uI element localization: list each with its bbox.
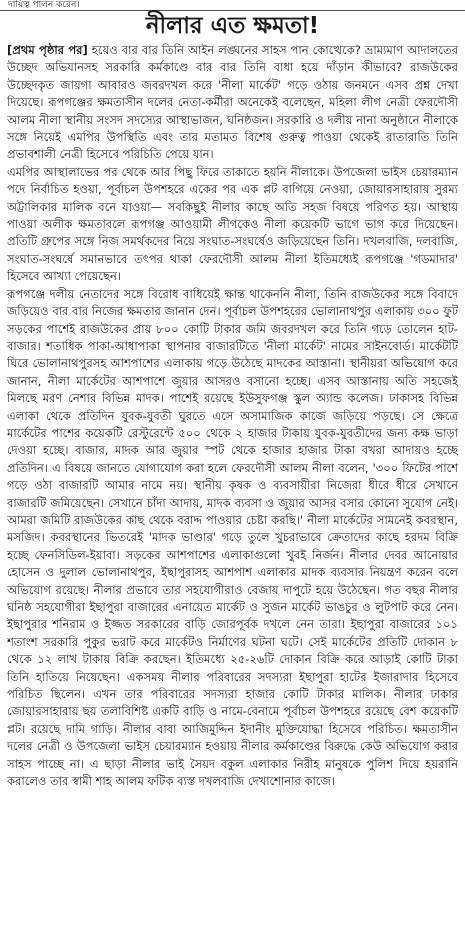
article-body [7, 42, 458, 938]
divider-line [0, 10, 465, 11]
continuation-marker: [প্রথম পৃষ্ঠার পর] [7, 43, 88, 57]
headline: নীলার এত ক্ষমতা! [145, 13, 320, 39]
article-paragraph-1 [7, 42, 458, 164]
previous-article-snippet: দায়িত্ব পালন করেন। [8, 0, 80, 10]
paragraph-text: হয়েও বার বার তিনি আইন লঙ্ঘনের সাহস পান কোত্থেকে? ভ্রাম্যমাণ আদালতের উচ্ছেদ অভিযানসহ সরকারি কর্মকাণ্ডে বার বার তিনি বাধা হয়ে দাঁড়ান কীভাবে? রাজউকের উচ্ছেদকৃত জায়গা আবারও জবরদখল করে 'নীলা মার্কেট' গড়ে ওঠায় জনমনে এসব প্রশ্ন দেখা দিয়েছে। রূপগঞ্জের ক্ষমতাসীন দলের নেতা-কর্মীরা অনেকেই বলেছেন, মহিলা লীগ নেত্রী ফেরদৌসী আলম নীলা স্থানীয় সংসদ সদস্যের আস্থাভাজন, ঘনিষ্ঠজন। সরকারি ও দলীয় নানা অনুষ্ঠানে নীলাকে সঙ্গে নিয়েই এমপির উপস্থিতি এবং তার মতামত বিশেষ গুরুত্ব পাওয়া থেকেই রাতারাতি তিনি প্রভাবশালী নেত্রী হিসেবে পরিচিতি পেয়ে যান। [7, 43, 458, 162]
article-paragraph-2: এমপির আস্থালাভের পর থেকে আর পিছু ফিরে তাকাতে হয়নি নীলাকে। উপজেলা ভাইস চেয়ারম্যান পদে নির্বাচিত হওয়া, পূর্বাচল উপশহরে একের পর এক প্লট বাগিয়ে নেওয়া, জোয়ারসাহারায় সুরম্য অট্টালিকার মালিক বনে যাওয়া— সবকিছুই নীলার কাছে অতি সহজ বিষয়ে পরিণত হয়। আস্থায় পাওয়া অলীক ক্ষমতাবলে রূপগঞ্জ আওয়ামী লীগকেও নীলা কয়েকটি ভাগে ভাগ করে দিয়েছেন। প্রতিটি গ্রুপের সঙ্গে নিজ সমর্থকদের নিয়ে সংঘাত-সংঘর্ষেও জড়িয়েছেন তিনি। দখলবাজি, দলবাজি, সংঘাত-সংঘর্ষে সমানভাবে তৎপর থাকা ফেরদৌসী আলম নীলা ইতিমধ্যেই রূপগঞ্জে 'গডমাদার' হিসেবে আখ্যা পেয়েছেন। [7, 164, 458, 284]
article-paragraph-3: রূপগঞ্জে দলীয় নেতাদের সঙ্গে বিরোধ বাধিয়েই ক্ষান্ত থাকেননি নীলা, তিনি রাজউকের সঙ্গে বিবাদে জড়িয়েও বার বার নিজের ক্ষমতার জানান দেন। পূর্বাচল উপশহরের ভোলানাথপুর এলাকায় ৩০০ ফুট সড়কের পাশেই রাজউকের প্রায় ৮০০ কোটি টাকার জমি জবরদখল করে তিনি গড়ে তোলেন হাট-বাজার। শতাধিক পাকা-আধাপাকা স্থাপনার বাজারটিতে 'নীলা মার্কেট' নামের সাইনবোর্ড। মার্কেটটি ঘিরে ভোলানাথপুরসহ আশপাশের এলাকায় গড়ে উঠেছে মাদকের আস্তানা। স্থানীয়রা অভিযোগ করে জানান, নীলা মার্কেটের আশপাশে জুয়ার আসরও বসানো হচ্ছে। এসব আস্তানায় অতি সহজেই মিলছে মরণ নেশার বিভিন্ন মাদক। পাশেই রয়েছে ইউসুফগঞ্জ স্কুল অ্যান্ড কলেজ। ঢাকাসহ বিভিন্ন এলাকা থেকে প্রতিদিন যুবক-যুবতী ঘুরতে এসে অসামাজিক কাজে জড়িয়ে পড়ছে। সে ক্ষেত্রে মার্কেটের পাশের কয়েকটি রেস্টুরেন্টে ৫০০ থেকে ২ হাজার টাকায় যুবক-যুবতীদের জন্য কক্ষ ভাড়া দেওয়া হচ্ছে। বাজার, মাদক আর জুয়ার স্পট থেকে হাজার হাজার টাকা বখরা আদায়ও হচ্ছে প্রতিদিন। এ বিষয়ে জানতে যোগাযোগ করা হলে ফেরদৌসী আলম নীলা বলেন, '৩০০ ফিটের পাশে গড়ে ওঠা বাজারটি আমার নামে নয়। স্থানীয় কৃষক ও ব্যবসায়ীরা নিজেরা ধীরে ধীরে সেখানে বাজারটি জমিয়েছেন। সেখানে চাঁদা আদায়, মাদক ব্যবসা ও জুয়ার আসর বসার কোনো সুযোগ নেই। আমরা জমিটি রাজউকের কাছ থেকে বরাদ্দ পাওয়ার চেষ্টা করছি।' নীলা মার্কেটের সামনেই কবরস্থান, মসজিদ। কবরস্থানের ভিতরেই 'মাদক ভাণ্ডার' গড়ে তুলে খুচরাভাবে ক্রেতাদের কাছে হরদম বিক্রি হচ্ছে ফেনসিডিল-ইয়াবা। সড়কের আশপাশের এলাকাগুলো খুবই নির্জন। নীলার দেবর আনোয়ার হোসেন ও দুলাল ভোলানাথপুর, ইছাপুরাসহ আশপাশ এলাকার মাদক ব্যবসার নিয়ন্ত্রণ করেন বলে অভিযোগ রয়েছে। নীলার প্রভাবে তার সহযোগীরাও বেজায় দাপুটে হয়ে উঠেছেন। গত বছর নীলার ঘনিষ্ঠ সহযোগীরা ইছাপুরা বাজারের এনায়েত মার্কেট ও সুজন মার্কেট ভাঙচুর ও লুটপাট করে নেন। ইছাপুরার শনিরাম ও ইজ্জত সরকারের বাড়ি জোরপূর্বক দখলে নেন তারা। ইছাপুরা বাজারের ১০১ শতাংশ সরকারি পুকুর ভরাট করে মার্কেটও নির্মাণের ঘটনা ঘটে। সেই মার্কেটের প্রতিটি দোকান ৮ থেকে ১২ লাখ টাকায় বিক্রি করছেন। ইতিমধ্যে ২৫-২৬টি দোকান বিক্রি করে আড়াই কোটি টাকা তিনি হাতিয়ে নিয়েছেন। একসময় নীলার পরিবারের সদস্যরা ইছাপুরা হাটের ইজারাদার হিসেবে পরিচিত ছিলেন। এখন তার পরিবারের সদস্যরা হাজার কোটি টাকার মালিক। নীলার ঢাকার জোয়ারসাহারায় ছয় তলাবিশিষ্ট একটি বাড়ি ও নামে-বেনামে পূর্বাচল উপশহরে রয়েছে বেশ কয়েকটি প্লট। রয়েছে দামি গাড়ি। নীলার বাবা আজিমুদ্দিন ইদানীং মুক্তিযোদ্ধা হিসেবে পরিচিত। ক্ষমতাসীন দলের নেত্রী ও উপজেলা ভাইস চেয়ারম্যান হওয়ায় নীলার কর্মকাণ্ডের বিরুদ্ধে কেউ অভিযোগ করার সাহস পাচ্ছে না। এ ছাড়া নীলার ভাই সৈয়দ বকুল এলাকার নিরীহ মানুষকে পুলিশ দিয়ে হয়রানি করালেও তার স্বামী শাহ আলম ফটিক ব্যস্ত দখলবাজি দেখাশোনার কাজে। [7, 286, 458, 789]
